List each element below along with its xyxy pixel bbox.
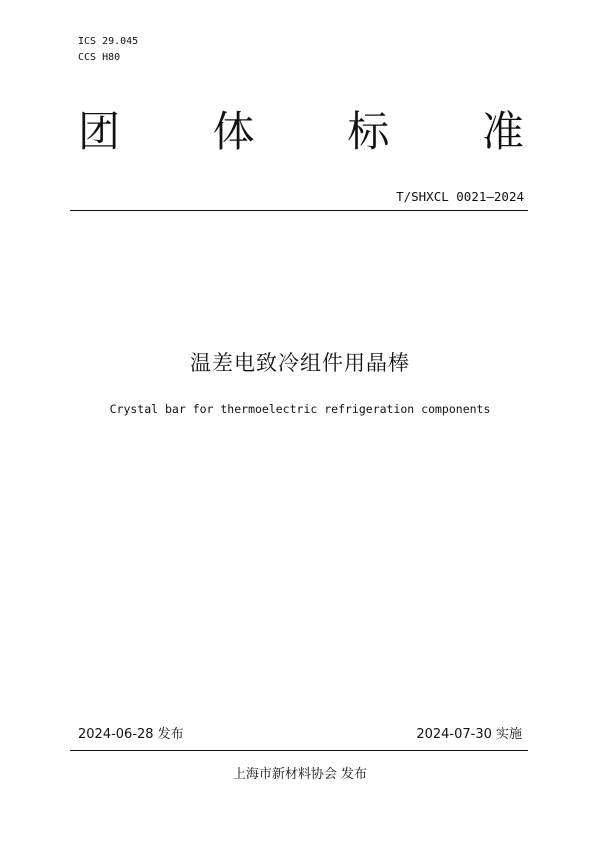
standard-number: T/SHXCL 0021—2024 xyxy=(396,189,524,204)
standard-type-heading xyxy=(78,104,524,160)
issue-date: 2024-06-28 发布 xyxy=(78,727,184,742)
standard-type-char: 标 xyxy=(347,107,390,156)
title-chinese: 温差电致冷组件用晶棒 xyxy=(190,351,410,375)
standard-type-char: 体 xyxy=(212,107,255,156)
ics-code: ICS 29.045 xyxy=(78,36,139,47)
standard-type-char: 团 xyxy=(78,107,121,156)
bottom-divider xyxy=(70,750,528,751)
publisher: 上海市新材料协会 发布 xyxy=(232,767,368,782)
title-english: Crystal bar for thermoelectric refrigeration components xyxy=(109,402,491,416)
standard-type-char: 准 xyxy=(481,107,524,156)
ccs-code: CCS H80 xyxy=(78,52,121,63)
top-divider xyxy=(70,210,528,211)
implementation-date: 2024-07-30 实施 xyxy=(416,727,522,742)
classification-codes xyxy=(78,34,138,66)
